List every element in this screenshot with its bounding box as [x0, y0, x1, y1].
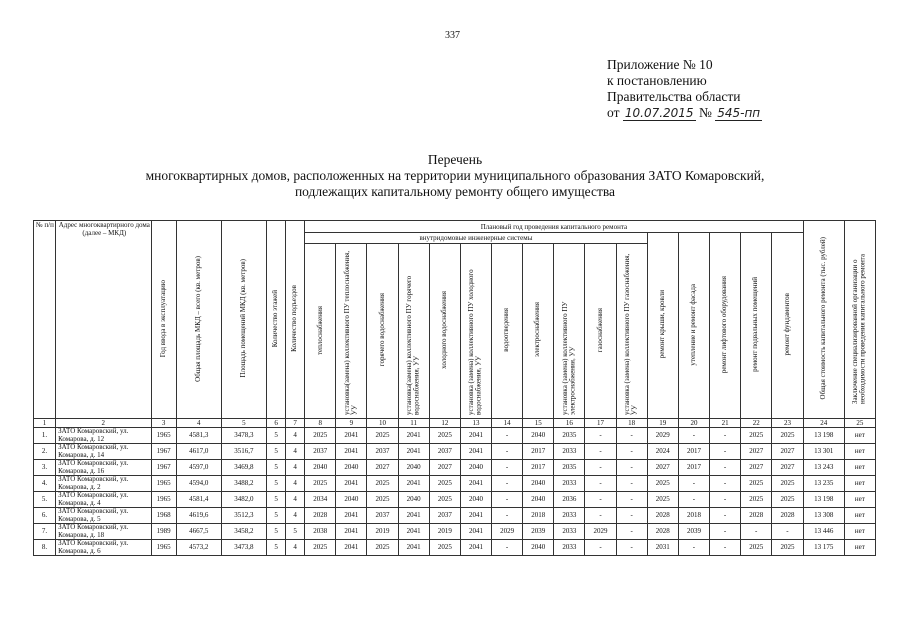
table-cell: 2041	[398, 444, 429, 460]
table-cell: 2041	[460, 444, 491, 460]
table-cell: 2040	[398, 492, 429, 508]
table-cell: 7.	[34, 524, 56, 540]
table-cell: 2025	[647, 492, 678, 508]
column-number: 5	[221, 419, 266, 428]
column-number: 19	[647, 419, 678, 428]
table-cell: 2041	[336, 508, 367, 524]
table-cell: 2018	[678, 508, 709, 524]
table-cell: 4581,3	[176, 428, 221, 444]
table-cell: 2041	[398, 524, 429, 540]
header-electricity: электроснабжения	[523, 244, 554, 419]
header-electricity-meter: установка (замена) коллективного ПУ электроснабжения, УУ	[554, 244, 585, 419]
appendix-block	[607, 57, 762, 121]
table-cell: 2041	[336, 428, 367, 444]
column-number: 4	[176, 419, 221, 428]
table-cell: 5	[267, 508, 286, 524]
column-number: 24	[803, 419, 844, 428]
table-cell: нет	[844, 508, 875, 524]
table-cell: 3512,3	[221, 508, 266, 524]
table-cell: 2027	[647, 460, 678, 476]
column-number: 12	[429, 419, 460, 428]
table-row	[34, 540, 876, 556]
table-cell: 2041	[398, 540, 429, 556]
table-cell: 2027	[772, 444, 803, 460]
table-cell: 2039	[678, 524, 709, 540]
table-cell: 2.	[34, 444, 56, 460]
table-cell: 13 243	[803, 460, 844, 476]
table-row	[34, 444, 876, 460]
table-cell: -	[710, 476, 741, 492]
header-elevator: ремонт лифтового оборудования	[710, 233, 741, 419]
table-cell: 2037	[367, 508, 398, 524]
table-cell: 4	[286, 476, 305, 492]
table-cell: 2033	[554, 476, 585, 492]
column-number: 21	[710, 419, 741, 428]
table-cell: 2025	[367, 428, 398, 444]
table-cell: 5	[267, 428, 286, 444]
header-heating-meter: установка(замена) коллективного ПУ теплоснабжения, УУ	[336, 244, 367, 419]
table-cell: 2041	[336, 476, 367, 492]
table-cell: 1967	[151, 460, 176, 476]
address-cell: ЗАТО Комаровский, ул. Комарова, д. 2	[56, 476, 151, 492]
table-cell: 13 198	[803, 428, 844, 444]
table-cell: 2040	[523, 428, 554, 444]
table-cell: 2041	[460, 476, 491, 492]
header-num: № п/п	[34, 221, 56, 419]
table-cell: -	[492, 444, 523, 460]
table-cell: 13 175	[803, 540, 844, 556]
column-number: 18	[616, 419, 647, 428]
table-body	[34, 428, 876, 556]
table-cell: -	[616, 492, 647, 508]
table-row	[34, 492, 876, 508]
table-cell: -	[710, 492, 741, 508]
title-line-2: многоквартирных домов, расположенных на территории муниципального образования ЗАТО Комаровский,	[145, 168, 765, 183]
table-cell: 2028	[305, 508, 336, 524]
header-gas-meter: установка (замена) коллективного ПУ газоснабжения, УУ	[616, 244, 647, 419]
table-cell: -	[585, 492, 616, 508]
table-cell: 2029	[585, 524, 616, 540]
address-cell: ЗАТО Комаровский, ул. Комарова, д. 5	[56, 508, 151, 524]
column-number: 16	[554, 419, 585, 428]
table-cell: 2025	[772, 476, 803, 492]
table-cell: 2019	[429, 524, 460, 540]
table-cell: 3458,2	[221, 524, 266, 540]
table-cell: 5	[267, 524, 286, 540]
address-cell: ЗАТО Комаровский, ул. Комарова, д. 14	[56, 444, 151, 460]
from-label: от	[607, 105, 620, 120]
table-cell: -	[616, 540, 647, 556]
table-cell: 2041	[336, 524, 367, 540]
table-cell: 1968	[151, 508, 176, 524]
table-cell: 5.	[34, 492, 56, 508]
table-cell: 2025	[772, 428, 803, 444]
table-cell: 2033	[554, 524, 585, 540]
table-cell: 2017	[523, 444, 554, 460]
table-cell: -	[492, 492, 523, 508]
table-cell: 1965	[151, 492, 176, 508]
table-cell: 2041	[460, 508, 491, 524]
table-cell: 2041	[460, 428, 491, 444]
table-cell: -	[585, 508, 616, 524]
table-cell: 2027	[367, 460, 398, 476]
table-cell: 4619,6	[176, 508, 221, 524]
table-cell: 2025	[772, 540, 803, 556]
table-cell: -	[678, 428, 709, 444]
table-cell: нет	[844, 492, 875, 508]
table-cell: -	[492, 540, 523, 556]
table-cell: 2041	[398, 428, 429, 444]
table-cell: 1967	[151, 444, 176, 460]
table-cell: 2037	[429, 444, 460, 460]
table-cell: -	[678, 476, 709, 492]
table-cell: 2017	[678, 444, 709, 460]
table-cell: 2028	[647, 508, 678, 524]
table-cell: 2040	[523, 476, 554, 492]
table-cell: 3.	[34, 460, 56, 476]
header-conclusion: Заключение специализированной организации о необходимости проведения капитального ремонта	[844, 221, 875, 419]
address-cell: ЗАТО Комаровский, ул. Комарова, д. 4	[56, 492, 151, 508]
table-cell: 2040	[523, 540, 554, 556]
table-cell: 3469,8	[221, 460, 266, 476]
table-cell: -	[585, 444, 616, 460]
appendix-line-2: к постановлению	[607, 73, 707, 88]
column-number: 9	[336, 419, 367, 428]
table-cell: 2025	[741, 428, 772, 444]
table-cell: 3478,3	[221, 428, 266, 444]
address-cell: ЗАТО Комаровский, ул. Комарова, д. 12	[56, 428, 151, 444]
table-cell: 5	[286, 524, 305, 540]
table-cell: -	[585, 540, 616, 556]
table-cell: 3516,7	[221, 444, 266, 460]
table-row	[34, 428, 876, 444]
table-cell: 5	[267, 476, 286, 492]
table-cell: 2038	[305, 524, 336, 540]
table-cell: -	[616, 444, 647, 460]
table-cell: -	[710, 428, 741, 444]
address-cell: ЗАТО Комаровский, ул. Комарова, д. 16	[56, 460, 151, 476]
table-cell: 2041	[336, 444, 367, 460]
address-cell: ЗАТО Комаровский, ул. Комарова, д. 18	[56, 524, 151, 540]
column-number: 7	[286, 419, 305, 428]
header-address: Адрес многоквартирного дома (далее – МКД)	[56, 221, 151, 419]
header-cold-water: холодного водоснабжения	[429, 244, 460, 419]
column-number-row	[34, 419, 876, 428]
table-cell: 4	[286, 444, 305, 460]
table-cell: 2028	[647, 524, 678, 540]
header-year: Год ввода в эксплуатацию	[151, 221, 176, 419]
appendix-line-3: Правительства области	[607, 89, 741, 104]
table-cell: 2033	[554, 444, 585, 460]
table-cell: -	[710, 524, 741, 540]
table-cell: 6.	[34, 508, 56, 524]
table-cell: 2027	[741, 460, 772, 476]
column-number: 22	[741, 419, 772, 428]
table-cell: 2035	[554, 460, 585, 476]
table-cell: 4	[286, 428, 305, 444]
column-number: 3	[151, 419, 176, 428]
table-cell: -	[492, 476, 523, 492]
table-cell: 4.	[34, 476, 56, 492]
table-cell: -	[492, 428, 523, 444]
table-cell: нет	[844, 524, 875, 540]
table-cell: 2025	[772, 492, 803, 508]
table-cell: 2040	[460, 492, 491, 508]
column-number: 10	[367, 419, 398, 428]
header-internal-systems: внутридомовые инженерные системы	[305, 233, 648, 244]
table-row	[34, 476, 876, 492]
table-cell: -	[492, 508, 523, 524]
column-number: 17	[585, 419, 616, 428]
table-cell: -	[616, 428, 647, 444]
table-cell: 3482,0	[221, 492, 266, 508]
header-facade: утепление и ремонт фасада	[678, 233, 709, 419]
table-cell: 2028	[772, 508, 803, 524]
column-number: 15	[523, 419, 554, 428]
address-cell: ЗАТО Комаровский, ул. Комарова, д. 6	[56, 540, 151, 556]
table-cell: 2040	[336, 492, 367, 508]
column-number: 8	[305, 419, 336, 428]
table-cell: 5	[267, 460, 286, 476]
header-premises-area: Площадь помещений МКД (кв. метров)	[221, 221, 266, 419]
table-cell: 2035	[554, 428, 585, 444]
table-cell: 5	[267, 492, 286, 508]
table-cell: 4	[286, 492, 305, 508]
repair-table	[33, 220, 876, 556]
table-cell: нет	[844, 476, 875, 492]
table-cell: 4581,4	[176, 492, 221, 508]
header-total-area: Общая площадь МКД – всего (кв. метров)	[176, 221, 221, 419]
table-cell: 4	[286, 460, 305, 476]
table-cell: 2025	[305, 476, 336, 492]
page-number: 337	[445, 30, 460, 41]
column-number: 20	[678, 419, 709, 428]
table-cell: 4597,0	[176, 460, 221, 476]
table-cell: 2025	[367, 476, 398, 492]
table-cell: 2037	[429, 508, 460, 524]
header-roof: ремонт крыши, кровли	[647, 233, 678, 419]
table-cell: 2025	[429, 492, 460, 508]
table-cell: 2041	[460, 524, 491, 540]
table-cell: нет	[844, 444, 875, 460]
table-row	[34, 508, 876, 524]
header-floors: Количество этажей	[267, 221, 286, 419]
header-hot-water-meter: установка(замена) коллективного ПУ горячего водоснабжения, УУ	[398, 244, 429, 419]
table-cell: 2033	[554, 540, 585, 556]
table-cell: 2025	[305, 540, 336, 556]
table-cell: 2017	[523, 460, 554, 476]
table-cell: -	[741, 524, 772, 540]
table-cell: 2027	[429, 460, 460, 476]
table-cell: 1989	[151, 524, 176, 540]
table-cell: 2041	[460, 540, 491, 556]
table-cell: -	[710, 540, 741, 556]
table-cell: 2018	[523, 508, 554, 524]
appendix-line-1: Приложение № 10	[607, 57, 713, 72]
table-cell: 2037	[305, 444, 336, 460]
table-cell: -	[678, 492, 709, 508]
table-cell: 4573,2	[176, 540, 221, 556]
table-cell: -	[585, 476, 616, 492]
table-cell: 3488,2	[221, 476, 266, 492]
table-cell: 2029	[492, 524, 523, 540]
header-hot-water: горячего водоснабжения	[367, 244, 398, 419]
appendix-date-line	[607, 105, 762, 121]
table-cell: 13 235	[803, 476, 844, 492]
number-label: №	[698, 105, 712, 120]
column-number: 13	[460, 419, 491, 428]
table-cell: 1965	[151, 476, 176, 492]
resolution-date: 10.07.2015	[624, 106, 694, 120]
column-number: 11	[398, 419, 429, 428]
table-cell: 1965	[151, 540, 176, 556]
table-cell: 2040	[523, 492, 554, 508]
table-cell: 13 446	[803, 524, 844, 540]
header-basement: ремонт подвальных помещений	[741, 233, 772, 419]
table-cell: 4	[286, 540, 305, 556]
table-cell: 2027	[741, 444, 772, 460]
table-cell: 2028	[741, 508, 772, 524]
table-cell: 2036	[554, 492, 585, 508]
table-cell: 2025	[741, 540, 772, 556]
table-cell: 4617,0	[176, 444, 221, 460]
document-title	[60, 152, 850, 200]
table-cell: 4667,5	[176, 524, 221, 540]
table-cell: 2025	[305, 428, 336, 444]
table-cell: нет	[844, 540, 875, 556]
resolution-number: 545-пп	[717, 106, 761, 120]
table-cell: 5	[267, 540, 286, 556]
header-planned-year: Плановый год проведения капитального ремонта	[305, 221, 803, 233]
table-cell: 2027	[772, 460, 803, 476]
title-line-1: Перечень	[427, 152, 483, 167]
column-number: 14	[492, 419, 523, 428]
column-number: 1	[34, 419, 56, 428]
table-cell: 2040	[336, 460, 367, 476]
table-cell: 2025	[429, 428, 460, 444]
column-number: 6	[267, 419, 286, 428]
table-cell: 2025	[741, 476, 772, 492]
column-number: 25	[844, 419, 875, 428]
table-row	[34, 524, 876, 540]
header-gas: газоснабжения	[585, 244, 616, 419]
table-cell: 2025	[647, 476, 678, 492]
table-cell: 1.	[34, 428, 56, 444]
table-cell: 3473,8	[221, 540, 266, 556]
table-cell: -	[616, 460, 647, 476]
table-cell: 2041	[398, 476, 429, 492]
table-cell: -	[710, 508, 741, 524]
table-cell: 4	[286, 508, 305, 524]
table-cell: 5	[267, 444, 286, 460]
table-cell: 2017	[678, 460, 709, 476]
table-cell: 2019	[367, 524, 398, 540]
column-number: 23	[772, 419, 803, 428]
table-cell: 2025	[367, 540, 398, 556]
table-cell: 2025	[367, 492, 398, 508]
table-cell: 13 198	[803, 492, 844, 508]
table-cell: 2040	[398, 460, 429, 476]
table-cell: нет	[844, 428, 875, 444]
table-cell: 2041	[336, 540, 367, 556]
title-line-3: подлежащих капитальному ремонту общего имущества	[294, 184, 616, 199]
table-cell: 2031	[647, 540, 678, 556]
table-cell: 1965	[151, 428, 176, 444]
table-cell: -	[616, 524, 647, 540]
table-cell: -	[678, 540, 709, 556]
table-cell: -	[585, 460, 616, 476]
header-sewerage: водоотведения	[492, 244, 523, 419]
table-cell: 13 308	[803, 508, 844, 524]
table-cell: -	[710, 460, 741, 476]
table-cell: 2037	[367, 444, 398, 460]
table-cell: -	[492, 460, 523, 476]
table-cell: -	[585, 428, 616, 444]
table-cell: 2040	[460, 460, 491, 476]
table-cell: 2029	[647, 428, 678, 444]
table-cell: -	[772, 524, 803, 540]
header-foundation: ремонт фундаментов	[772, 233, 803, 419]
table-cell: 8.	[34, 540, 56, 556]
table-cell: 2024	[647, 444, 678, 460]
table-cell: нет	[844, 460, 875, 476]
table-row	[34, 460, 876, 476]
table-cell: 2041	[398, 508, 429, 524]
table-cell: 2025	[429, 540, 460, 556]
header-entrances: Количество подъездов	[286, 221, 305, 419]
header-heating: теплоснабжения	[305, 244, 336, 419]
header-cold-water-meter: установка (замена) коллективного ПУ холодного водоснабжения, УУ	[460, 244, 491, 419]
table-cell: 2025	[741, 492, 772, 508]
header-cost: Общая стоимость капитального ремонта (тыс. рублей)	[803, 221, 844, 419]
table-cell: -	[710, 444, 741, 460]
table-cell: 2040	[305, 460, 336, 476]
table-cell: 2034	[305, 492, 336, 508]
table-cell: 2039	[523, 524, 554, 540]
column-number: 2	[56, 419, 151, 428]
table-cell: 2033	[554, 508, 585, 524]
table-cell: -	[616, 508, 647, 524]
table-cell: 4594,0	[176, 476, 221, 492]
table-cell: 13 301	[803, 444, 844, 460]
table-cell: 2025	[429, 476, 460, 492]
table-cell: -	[616, 476, 647, 492]
